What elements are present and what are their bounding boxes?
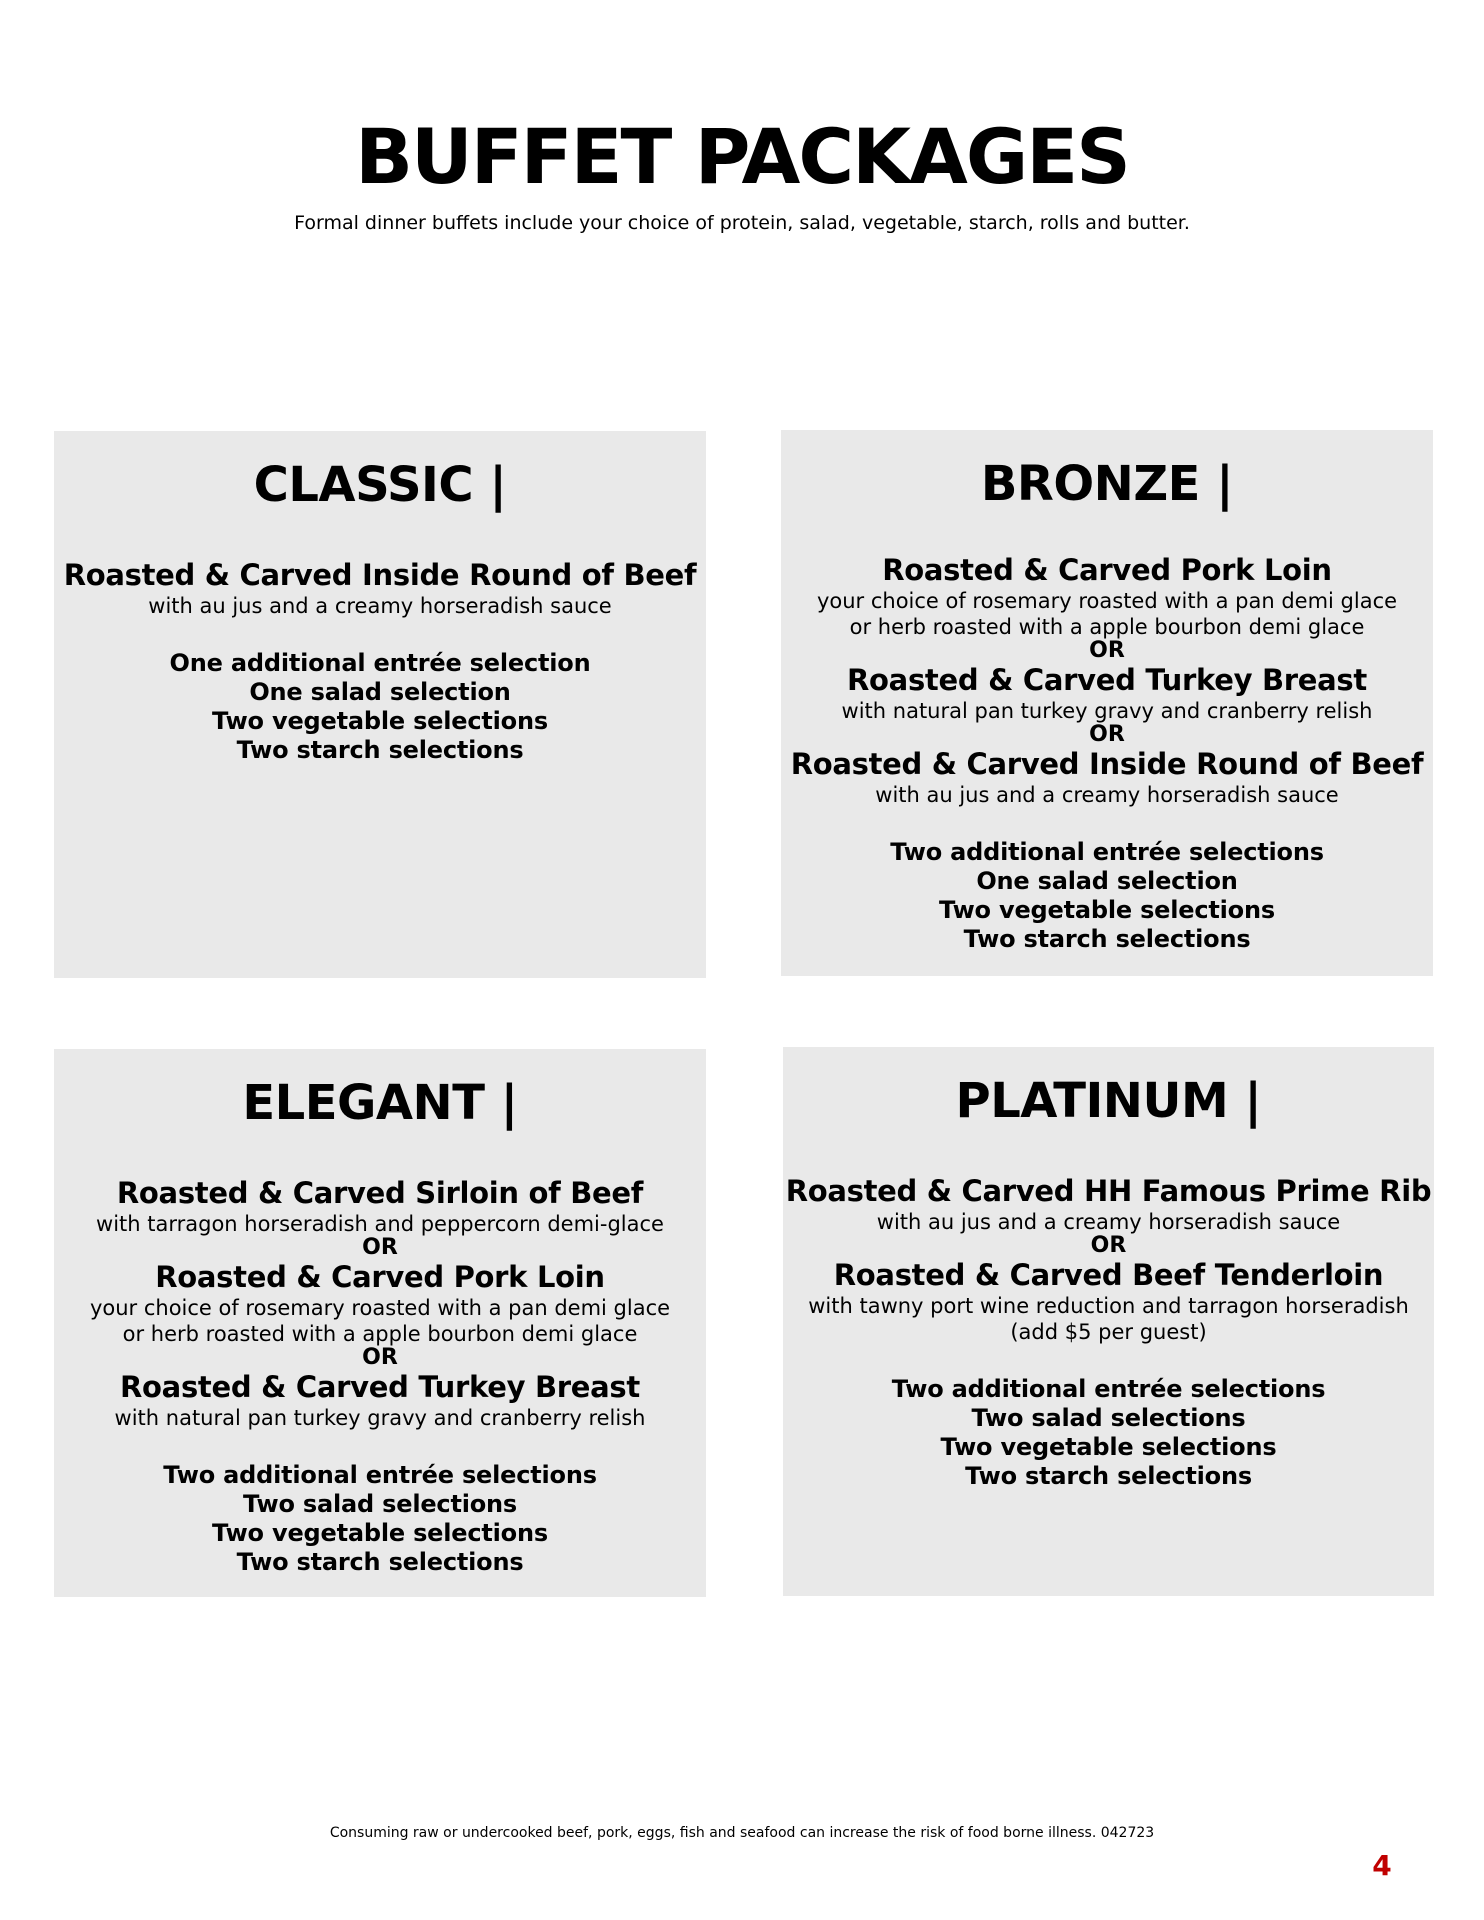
entree-description: your choice of rosemary roasted with a pan demi glace [89, 1296, 671, 1320]
package-title: PLATINUM | [955, 1073, 1262, 1129]
entree-name: Roasted & Carved HH Famous Prime Rib [785, 1174, 1432, 1208]
include-item: Two additional entrée selections [891, 1375, 1326, 1403]
include-item: Two salad selections [242, 1490, 518, 1518]
entree-name: Roasted & Carved Inside Round of Beef [790, 747, 1424, 781]
package-title: CLASSIC | [253, 457, 507, 513]
include-item: Two vegetable selections [939, 896, 1275, 924]
entree [54, 1369, 706, 1431]
entree-description: with au jus and a creamy horseradish sauce [148, 594, 612, 618]
entree-description: with natural pan turkey gravy and cranberry relish [114, 1406, 646, 1430]
include-item: Two additional entrée selections [163, 1461, 597, 1489]
entree-description: with au jus and a creamy horseradish sauce [875, 783, 1339, 807]
or-separator: OR [1090, 1233, 1127, 1258]
entree-name: Roasted & Carved Turkey Breast [120, 1370, 640, 1404]
package-panel-classic [54, 431, 706, 978]
entree-name: Roasted & Carved Sirloin of Beef [116, 1176, 644, 1210]
entree-description: your choice of rosemary roasted with a pan demi glace [816, 589, 1398, 613]
includes-list [781, 838, 1433, 954]
entree [54, 1259, 706, 1347]
entree-description: or herb roasted with a apple bourbon demi glace [849, 615, 1365, 639]
include-item: Two salad selections [971, 1404, 1246, 1432]
entree-description: (add $5 per guest) [1010, 1320, 1207, 1344]
entree-description: with tarragon horseradish and peppercorn demi-glace [96, 1212, 664, 1236]
or-separator: OR [1089, 722, 1125, 747]
include-item: Two vegetable selections [212, 1519, 548, 1547]
include-item: Two additional entrée selections [890, 838, 1324, 866]
include-item: Two starch selections [236, 736, 524, 764]
entree-description: with tawny port wine reduction and tarragon horseradish [808, 1294, 1409, 1318]
include-item: Two vegetable selections [212, 707, 548, 735]
include-item: Two starch selections [963, 925, 1251, 953]
include-item: One salad selection [249, 678, 511, 706]
package-panel-elegant [54, 1049, 706, 1597]
food-safety-disclaimer: Consuming raw or undercooked beef, pork, eggs, fish and seafood can increase the risk of food borne illness. 042723 [329, 1825, 1155, 1841]
entree [783, 1257, 1434, 1345]
entree-description: with natural pan turkey gravy and cranberry relish [841, 699, 1373, 723]
entree-description: with au jus and a creamy horseradish sauce [876, 1210, 1341, 1234]
entree-name: Roasted & Carved Pork Loin [882, 553, 1332, 587]
include-item: Two starch selections [965, 1462, 1252, 1490]
entree-name: Roasted & Carved Beef Tenderloin [833, 1258, 1384, 1292]
or-separator: OR [362, 1235, 398, 1260]
entree [54, 1175, 706, 1237]
entree-name: Roasted & Carved Turkey Breast [847, 663, 1367, 697]
entree [781, 662, 1433, 724]
or-separator: OR [362, 1345, 398, 1370]
page-number: 4 [1372, 1849, 1392, 1882]
include-item: Two starch selections [236, 1548, 524, 1576]
page-subtitle: Formal dinner buffets include your choice of protein, salad, vegetable, starch, rolls and butter. [294, 212, 1190, 234]
entree [783, 1173, 1434, 1235]
include-item: One salad selection [976, 867, 1238, 895]
entree [781, 552, 1433, 640]
package-title: BRONZE | [980, 456, 1234, 512]
entree-description: or herb roasted with a apple bourbon demi glace [122, 1322, 638, 1346]
include-item: Two vegetable selections [940, 1433, 1277, 1461]
package-panel-bronze [781, 430, 1433, 976]
includes-list [783, 1375, 1434, 1491]
entree-name: Roasted & Carved Inside Round of Beef [63, 558, 697, 592]
or-separator: OR [1089, 638, 1125, 663]
includes-list [54, 649, 706, 765]
package-title: ELEGANT | [242, 1075, 518, 1131]
entree-name: Roasted & Carved Pork Loin [155, 1260, 605, 1294]
page-title: BUFFET PACKAGES [355, 112, 1129, 201]
entree [54, 557, 706, 619]
package-panel-platinum [783, 1047, 1434, 1596]
entree [781, 746, 1433, 808]
include-item: One additional entrée selection [169, 649, 591, 677]
includes-list [54, 1461, 706, 1577]
